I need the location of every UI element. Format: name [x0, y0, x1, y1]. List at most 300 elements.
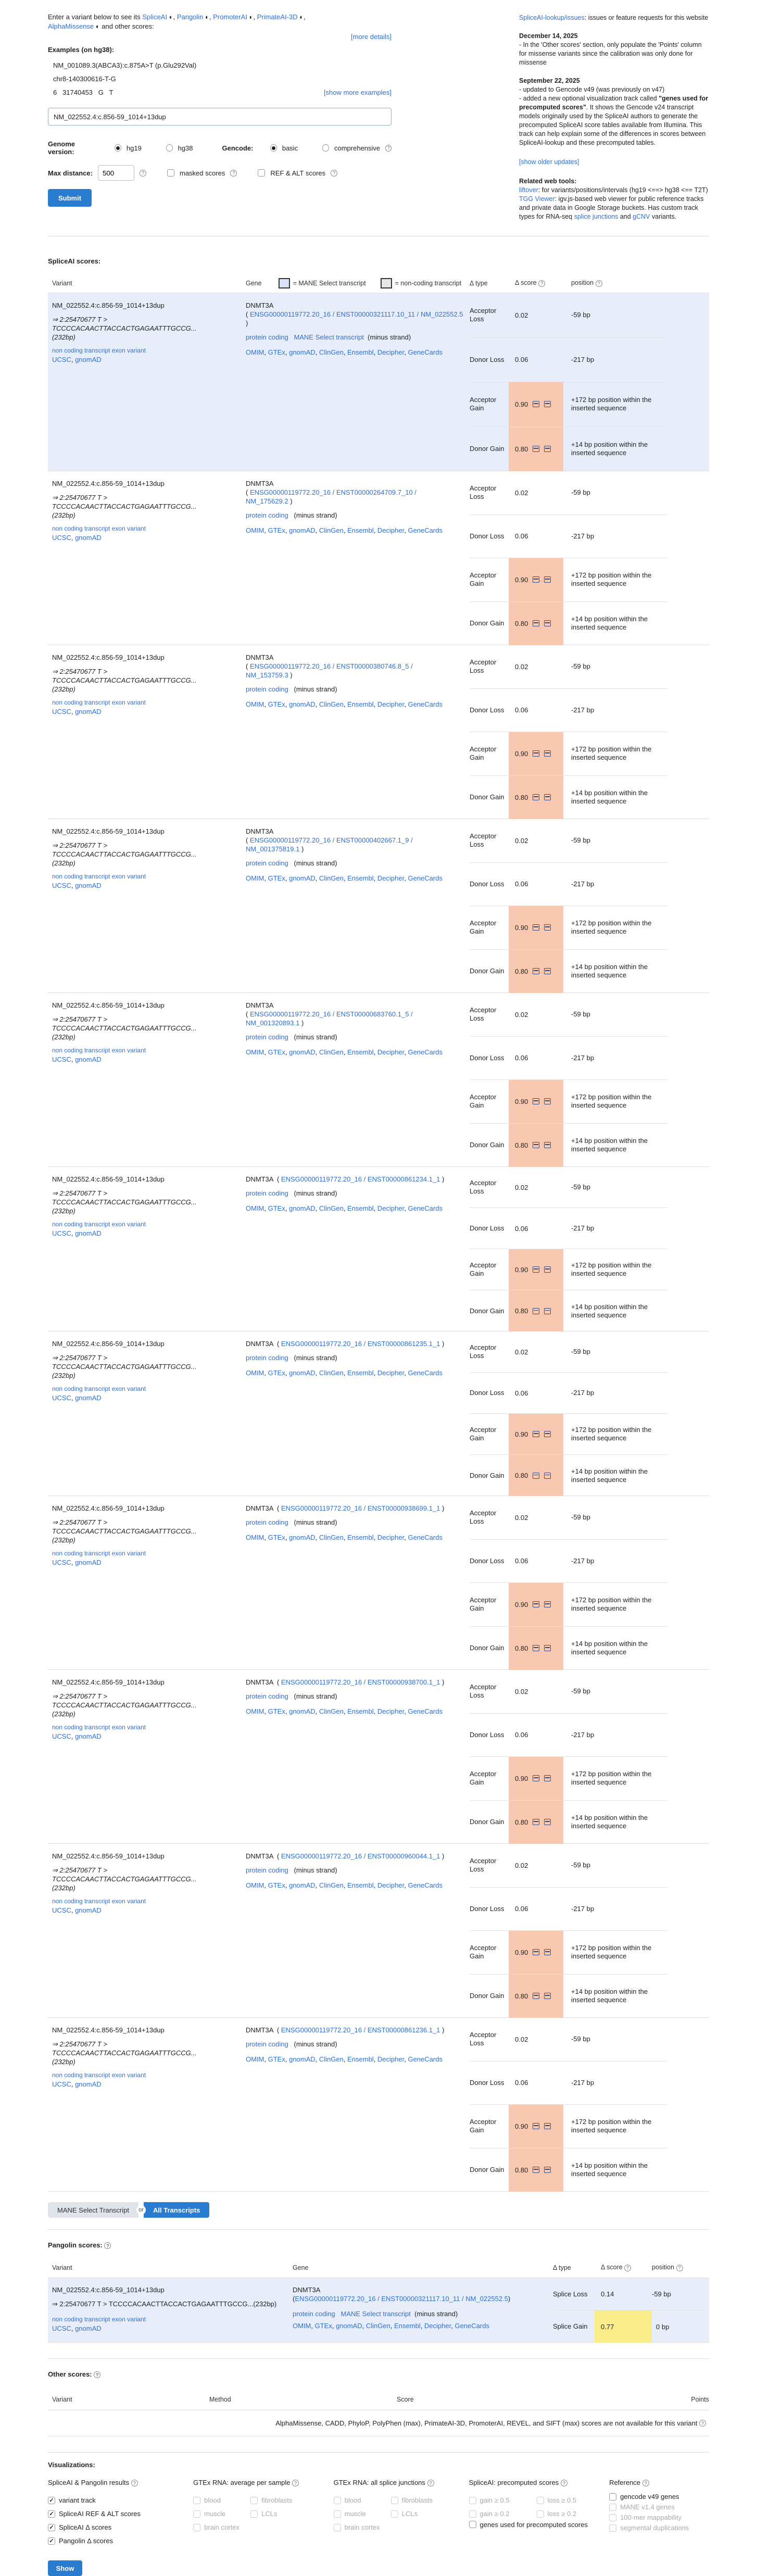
biotype-link[interactable]: protein coding [246, 333, 288, 341]
help-icon[interactable]: ? [624, 2265, 631, 2271]
transcript-link[interactable]: ENSG00000119772.20_16 / ENST00000938699.1_1 [281, 1504, 440, 1512]
gene-link-ensembl[interactable]: Ensembl [347, 1204, 374, 1212]
table-icon[interactable] [533, 1142, 539, 1148]
table-icon[interactable] [533, 924, 539, 931]
gene-link-gtex[interactable]: GTEx [268, 874, 285, 882]
gene-link-decipher[interactable]: Decipher [377, 526, 405, 534]
checkbox[interactable] [193, 2524, 200, 2531]
gene-link-omim[interactable]: OMIM [246, 1048, 264, 1056]
biotype-link[interactable]: protein coding [246, 1866, 288, 1874]
help-icon[interactable]: ? [676, 2265, 683, 2271]
issues-link[interactable]: SpliceAI-lookup/issues [519, 14, 585, 21]
table-icon[interactable] [533, 2123, 539, 2129]
consequence-link[interactable]: non coding transcript exon variant [52, 1221, 146, 1228]
gene-link-gnomad[interactable]: gnomAD [289, 2055, 316, 2063]
vis-option[interactable]: fibroblasts [391, 2494, 433, 2507]
gene-link-omim[interactable]: OMIM [246, 874, 264, 882]
variant-input[interactable] [48, 108, 392, 125]
variant-name: NM_022552.4:c.856-59_1014+13dup [52, 1340, 165, 1348]
comprehensive-radio[interactable] [322, 144, 329, 152]
help-icon[interactable]: ? [131, 2480, 138, 2486]
pangolin-link[interactable]: Pangolin [176, 13, 204, 21]
gnomad-link[interactable]: gnomAD [75, 1394, 102, 1402]
gene-link-omim[interactable]: OMIM [246, 1881, 264, 1889]
vis-option[interactable]: gencode v49 genes [609, 2492, 709, 2502]
gene-link-decipher[interactable]: Decipher [377, 874, 405, 882]
ucsc-link[interactable]: UCSC [52, 1559, 71, 1566]
checkbox[interactable] [334, 2524, 341, 2531]
gene-link-genecards[interactable]: GeneCards [408, 2055, 443, 2063]
spliceai-link[interactable]: SpliceAI [142, 13, 168, 21]
gene-link-gnomad[interactable]: gnomAD [289, 1204, 316, 1212]
gene-link-omim[interactable]: OMIM [246, 1534, 264, 1541]
vis-option[interactable]: segmental duplications [609, 2523, 709, 2533]
delta-score: 0.90 [509, 2105, 563, 2148]
biotype-link[interactable]: protein coding [246, 1518, 288, 1526]
gene-link-omim[interactable]: OMIM [246, 348, 264, 356]
table-icon[interactable] [544, 968, 551, 974]
delta-score: 0.80 [509, 776, 563, 820]
biotype-link[interactable]: protein coding [246, 1354, 288, 1362]
table-icon[interactable] [544, 620, 551, 626]
consequence-link[interactable]: non coding transcript exon variant [52, 873, 146, 880]
gene-link-clingen[interactable]: ClinGen [319, 348, 344, 356]
gene-link-clingen[interactable]: ClinGen [319, 1534, 344, 1541]
gene-link-gnomad[interactable]: gnomAD [289, 1048, 316, 1056]
score-row: Donor Loss 0.06 -217 bp [470, 1373, 667, 1414]
transcript-link[interactable]: ENSG00000119772.20_16 / ENST00000321117.10_11 / NM_022552.5 [249, 310, 463, 318]
table-icon[interactable] [533, 2167, 539, 2173]
help-icon[interactable]: ? [561, 2480, 567, 2486]
delta-score: 0.02 [515, 488, 528, 497]
gene-link-decipher[interactable]: Decipher [377, 1534, 405, 1541]
liftover-link[interactable]: liftover [519, 186, 538, 194]
biotype-link[interactable]: protein coding [246, 511, 288, 519]
gene-link-clingen[interactable]: ClinGen [319, 1204, 344, 1212]
gene-link-gnomad[interactable]: gnomAD [289, 526, 316, 534]
delta-score: 0.06 [515, 2079, 528, 2087]
splice-junctions-link[interactable]: splice junctions [574, 213, 619, 220]
gene-link-genecards[interactable]: GeneCards [408, 1369, 443, 1377]
max-distance-input[interactable] [98, 165, 134, 181]
example-item[interactable]: NM_001089.3(ABCA3):c.875A>T (p.Glu292Val) [53, 61, 197, 69]
ucsc-link[interactable]: UCSC [52, 1906, 71, 1914]
example-item[interactable]: chr8-140300616-T-G [53, 75, 116, 83]
gene-link-decipher[interactable]: Decipher [377, 1048, 405, 1056]
mane-badge[interactable]: MANE Select transcript [340, 2310, 411, 2318]
vis-option[interactable]: ✓ variant track [48, 2494, 183, 2507]
help-icon[interactable]: ? [538, 280, 545, 287]
gene-link-omim[interactable]: OMIM [293, 2322, 311, 2330]
gene-link-gtex[interactable]: GTEx [268, 1204, 285, 1212]
table-icon[interactable] [544, 1431, 551, 1437]
gnomad-link[interactable]: gnomAD [75, 708, 102, 715]
gene-link-ensembl[interactable]: Ensembl [347, 1369, 374, 1377]
gnomad-link[interactable]: gnomAD [75, 534, 102, 542]
table-icon[interactable] [544, 1142, 551, 1148]
gene-link-genecards[interactable]: GeneCards [455, 2322, 489, 2330]
table-icon[interactable] [533, 446, 539, 452]
consequence-link[interactable]: non coding transcript exon variant [52, 525, 146, 532]
gene-link-gnomad[interactable]: gnomAD [289, 348, 316, 356]
gnomad-link[interactable]: gnomAD [75, 1055, 102, 1063]
vis-option[interactable]: muscle [193, 2507, 250, 2521]
biotype-link[interactable]: protein coding [246, 859, 288, 867]
checkbox[interactable] [537, 2497, 544, 2504]
gene-link-gtex[interactable]: GTEx [268, 1707, 285, 1715]
vis-option[interactable]: ✓ SpliceAI REF & ALT scores [48, 2507, 183, 2521]
help-icon[interactable]: ? [427, 2480, 434, 2486]
basic-radio[interactable] [270, 144, 277, 152]
table-icon[interactable] [533, 1775, 539, 1781]
consequence-link[interactable]: non coding transcript exon variant [52, 699, 146, 706]
gene-link-gnomad[interactable]: gnomAD [289, 1369, 316, 1377]
table-icon[interactable] [533, 576, 539, 583]
gene-link-genecards[interactable]: GeneCards [408, 526, 443, 534]
gnomad-link[interactable]: gnomAD [75, 356, 102, 363]
consequence-link[interactable]: non coding transcript exon variant [52, 1898, 146, 1905]
gene-link-clingen[interactable]: ClinGen [319, 700, 344, 708]
ref-alt-checkbox[interactable] [258, 169, 265, 177]
table-icon[interactable] [544, 576, 551, 583]
gene-link-genecards[interactable]: GeneCards [408, 1048, 443, 1056]
ucsc-link[interactable]: UCSC [52, 2324, 71, 2333]
gene-link-decipher[interactable]: Decipher [377, 1881, 405, 1889]
noncoding-legend-swatch [381, 278, 392, 288]
transcript-link[interactable]: ENSG00000119772.20_16 / ENST00000938700.1_1 [281, 1678, 440, 1686]
gnomad-link[interactable]: gnomAD [75, 1559, 102, 1566]
vis-option[interactable]: loss ≥ 0.2 [537, 2507, 577, 2521]
vis-option[interactable]: blood [193, 2494, 250, 2507]
gene-link-omim[interactable]: OMIM [246, 1204, 264, 1212]
gene-link-clingen[interactable]: ClinGen [319, 874, 344, 882]
consequence-link[interactable]: non coding transcript exon variant [52, 2316, 146, 2323]
promoterai-link[interactable]: PromoterAI [213, 13, 247, 21]
checkbox[interactable] [609, 2493, 616, 2500]
gene-link-genecards[interactable]: GeneCards [408, 1534, 443, 1541]
ucsc-link[interactable]: UCSC [52, 1394, 71, 1402]
gene-link-decipher[interactable]: Decipher [377, 1707, 405, 1715]
news-text: - updated to Gencode v49 (was previously on v47) - added a new optional visualization track called "genes used for precomputed scores". It shows the Gencode v24 transcript models originally used by the SpliceAI authors to generate the precomputed SpliceAI score tables available from Illumina. This track can help explain some of the differences in scores between SpliceAI-lookup and these precomputed tables. [519, 86, 709, 146]
table-icon[interactable] [533, 1431, 539, 1437]
table-icon[interactable] [533, 750, 539, 757]
gene-link-genecards[interactable]: GeneCards [408, 874, 443, 882]
table-icon[interactable] [533, 1308, 539, 1314]
gene-link-omim[interactable]: OMIM [246, 700, 264, 708]
help-icon[interactable]: ? [642, 2480, 649, 2486]
ucsc-link[interactable]: UCSC [52, 882, 71, 889]
transcript-link[interactable]: ENSG00000119772.20_16 / ENST00000861236.1_1 [281, 2026, 440, 2034]
show-button[interactable]: Show [48, 2560, 82, 2576]
gene-link-decipher[interactable]: Decipher [377, 1204, 405, 1212]
ucsc-link[interactable]: UCSC [52, 1732, 71, 1740]
table-icon[interactable] [544, 401, 551, 407]
consequence-link[interactable]: non coding transcript exon variant [52, 2071, 146, 2079]
show-older-updates-link[interactable]: [show older updates] [519, 158, 579, 166]
help-icon[interactable]: ? [292, 2480, 299, 2486]
hg19-radio[interactable] [115, 144, 121, 152]
vis-option[interactable]: brain cortex [334, 2521, 391, 2534]
gene-link-gtex[interactable]: GTEx [268, 1881, 285, 1889]
example-item[interactable]: 6 31740453 G T [53, 89, 113, 96]
gene-link-genecards[interactable]: GeneCards [408, 348, 443, 356]
gene-link-decipher[interactable]: Decipher [377, 348, 405, 356]
gene-link-gnomad[interactable]: gnomAD [289, 700, 316, 708]
table-icon[interactable] [533, 968, 539, 974]
transcript-link[interactable]: ENSG00000119772.20_16 / ENST00000402667.1_9 / NM_001375819.1 [246, 836, 413, 853]
gene-link-ensembl[interactable]: Ensembl [394, 2322, 421, 2330]
gene-link-clingen[interactable]: ClinGen [319, 2055, 344, 2063]
gene-link-gtex[interactable]: GTEx [268, 1534, 285, 1541]
ucsc-link[interactable]: UCSC [52, 356, 71, 363]
pangolin-row: NM_022552.4:c.856-59_1014+13dup ⇒ 2:25470677 T > TCCCCACAACTTACCACTGAGAATTTGCCG...(232bp) non coding transcript exon variant UCSC, gnomAD DNMT3A (ENSG00000119772.20_16 / ENST00000321117.10_11 / NM_022552.5) protein coding MANE Select transcript (minus strand) OMIM, GTEx, gnomAD, ClinGen, Ensembl, Decipher, GeneCards Splice Loss 0.14 -59 bp Splice Gain 0.77 0 bp [48, 2278, 709, 2343]
table-icon[interactable] [533, 1601, 539, 1607]
vis-option[interactable]: 100-mer mappability [609, 2512, 709, 2523]
genes-precomputed-checkbox[interactable] [469, 2521, 476, 2528]
table-icon[interactable] [544, 1775, 551, 1781]
gene-link-ensembl[interactable]: Ensembl [347, 1881, 374, 1889]
score-row: Donor Loss 0.06 -217 bp [470, 515, 667, 559]
vis-option[interactable]: gain ≥ 0.2 [469, 2507, 537, 2521]
gene-link-gnomad[interactable]: gnomAD [289, 1707, 316, 1715]
table-icon[interactable] [544, 1601, 551, 1607]
gene-link-ensembl[interactable]: Ensembl [347, 2055, 374, 2063]
gene-link-clingen[interactable]: ClinGen [319, 1048, 344, 1056]
all-transcripts-toggle[interactable]: All Transcripts [144, 2202, 209, 2218]
vis-option[interactable]: muscle [334, 2507, 391, 2521]
table-icon[interactable] [544, 794, 551, 800]
checkbox[interactable] [609, 2504, 616, 2511]
transcript-link[interactable]: ENSG00000119772.20_16 / ENST00000861234.1_1 [281, 1175, 440, 1183]
vis-option[interactable]: loss ≥ 0.5 [537, 2494, 577, 2507]
mane-badge[interactable]: MANE Select transcript [294, 333, 364, 341]
biotype-link[interactable]: protein coding [246, 2040, 288, 2048]
submit-button[interactable]: Submit [48, 189, 92, 207]
help-icon[interactable]: ? [699, 2420, 706, 2427]
consequence-link[interactable]: non coding transcript exon variant [52, 1385, 146, 1392]
gene-link-ensembl[interactable]: Ensembl [347, 526, 374, 534]
gene-link-decipher[interactable]: Decipher [377, 2055, 405, 2063]
help-icon[interactable]: ? [331, 170, 337, 177]
hg38-radio[interactable] [166, 144, 173, 152]
table-icon[interactable] [533, 1266, 539, 1273]
gene-link-omim[interactable]: OMIM [246, 1369, 264, 1377]
table-icon[interactable] [544, 750, 551, 757]
gnomad-link[interactable]: gnomAD [75, 2080, 102, 2088]
gene-link-gtex[interactable]: GTEx [268, 348, 285, 356]
biotype-link[interactable]: protein coding [246, 1189, 288, 1197]
vis-option[interactable]: ✓ Pangolin Δ scores [48, 2534, 183, 2548]
gene-link-clingen[interactable]: ClinGen [319, 1707, 344, 1715]
consequence-link[interactable]: non coding transcript exon variant [52, 1724, 146, 1731]
gnomad-link[interactable]: gnomAD [75, 1229, 102, 1237]
gene-link-gnomad[interactable]: gnomAD [336, 2322, 362, 2330]
more-details-link[interactable]: [more details] [350, 33, 392, 41]
biotype-link[interactable]: protein coding [246, 685, 288, 693]
gene-link-gtex[interactable]: GTEx [268, 700, 285, 708]
score-row: Acceptor Loss 0.02 -59 bp [470, 471, 667, 515]
transcript-link[interactable]: ENSG00000119772.20_16 / ENST00000683760.1_5 / NM_001320893.1 [246, 1010, 413, 1027]
gnomad-link[interactable]: gnomAD [75, 882, 102, 889]
checkbox[interactable] [250, 2497, 258, 2504]
transcript-link[interactable]: ENSG00000119772.20_16 / ENST00000960044.1_1 [281, 1852, 440, 1860]
table-icon[interactable] [533, 1645, 539, 1651]
table-icon[interactable] [533, 1949, 539, 1955]
consequence-link[interactable]: non coding transcript exon variant [52, 1047, 146, 1054]
tgg-viewer-link[interactable]: TGG Viewer [519, 195, 555, 203]
gene-link-ensembl[interactable]: Ensembl [347, 348, 374, 356]
gene-link-clingen[interactable]: ClinGen [319, 526, 344, 534]
alphamissense-link[interactable]: AlphaMissense [48, 22, 94, 30]
table-icon[interactable] [544, 1645, 551, 1651]
gene-link-decipher[interactable]: Decipher [424, 2322, 451, 2330]
table-icon[interactable] [533, 1098, 539, 1104]
vis-option[interactable]: gain ≥ 0.5 [469, 2494, 537, 2507]
gene-link-gnomad[interactable]: gnomAD [289, 1881, 316, 1889]
gene-link-clingen[interactable]: ClinGen [319, 1369, 344, 1377]
gene-link-gnomad[interactable]: gnomAD [289, 1534, 316, 1541]
gene-name: DNMT3A [246, 2026, 273, 2034]
table-icon[interactable] [544, 1308, 551, 1314]
vis-option[interactable]: MANE v1.4 genes [609, 2502, 709, 2512]
vis-option[interactable]: LCLs [250, 2507, 292, 2521]
gene-link-clingen[interactable]: ClinGen [365, 2322, 390, 2330]
vis-option[interactable]: ✓ SpliceAI Δ scores [48, 2521, 183, 2534]
gnomad-link[interactable]: gnomAD [75, 1732, 102, 1740]
gene-link-decipher[interactable]: Decipher [377, 1369, 405, 1377]
checkbox[interactable]: ✓ [48, 2510, 55, 2518]
gene-link-gnomad[interactable]: gnomAD [289, 874, 316, 882]
help-icon[interactable]: ? [94, 2371, 100, 2378]
gene-link-gtex[interactable]: GTEx [268, 2055, 285, 2063]
gcnv-link[interactable]: gCNV [633, 213, 650, 220]
transcript-link[interactable]: ENSG00000119772.20_16 / ENST00000861235.1_1 [281, 1340, 440, 1348]
table-icon[interactable] [544, 446, 551, 452]
gene-link-omim[interactable]: OMIM [246, 2055, 264, 2063]
help-icon[interactable]: ? [596, 280, 602, 287]
gene-link-genecards[interactable]: GeneCards [408, 700, 443, 708]
show-more-examples-link[interactable]: [show more examples] [323, 89, 392, 96]
transcript-link[interactable]: ENSG00000119772.20_16 / ENST00000321117.10_11 / NM_022552.5 [295, 2295, 508, 2303]
table-icon[interactable] [533, 794, 539, 800]
vis-option[interactable]: blood [334, 2494, 391, 2507]
help-icon[interactable]: ? [140, 170, 146, 177]
score-row: Donor Gain 0.80 +14 bp position within the inserted sequence [470, 1975, 667, 2018]
table-icon[interactable] [544, 2167, 551, 2173]
ucsc-link[interactable]: UCSC [52, 534, 71, 542]
checkbox[interactable] [609, 2514, 616, 2521]
table-icon[interactable] [544, 2123, 551, 2129]
table-icon[interactable] [533, 1993, 539, 1999]
ucsc-link[interactable]: UCSC [52, 1229, 71, 1237]
gene-link-genecards[interactable]: GeneCards [408, 1881, 443, 1889]
table-icon[interactable] [533, 401, 539, 407]
ucsc-link[interactable]: UCSC [52, 1055, 71, 1063]
gene-link-ensembl[interactable]: Ensembl [347, 700, 374, 708]
gene-link-gtex[interactable]: GTEx [314, 2322, 332, 2330]
gene-link-decipher[interactable]: Decipher [377, 700, 405, 708]
table-icon[interactable] [544, 924, 551, 931]
checkbox[interactable] [334, 2510, 341, 2518]
biotype-link[interactable]: protein coding [246, 1692, 288, 1700]
gene-link-ensembl[interactable]: Ensembl [347, 1048, 374, 1056]
table-icon[interactable] [533, 620, 539, 626]
table-icon[interactable] [544, 1949, 551, 1955]
gene-link-genecards[interactable]: GeneCards [408, 1204, 443, 1212]
gene-link-ensembl[interactable]: Ensembl [347, 1534, 374, 1541]
gene-link-clingen[interactable]: ClinGen [319, 1881, 344, 1889]
checkbox[interactable] [391, 2497, 398, 2504]
checkbox[interactable] [250, 2510, 258, 2518]
vis-option[interactable]: brain cortex [193, 2521, 250, 2534]
help-icon[interactable]: ? [385, 145, 392, 152]
input-panel: Enter a variant below to see its SpliceAI ◐, Pangolin ◐, PromoterAI ◐, PrimateAI-3D ◐, AlphaMissense ◐ and other scores: [more details] Examples (on hg38): NM_001089.3(ABCA3):c.875A>T (p.Glu292Val) chr8-140300616-T-G 6 31740453 G T [show more examples] NM_022552.4:c.856-59_1014+13dup Genome version: hg19 hg38 Gencode: basic comprehensive ? Max distance: 500 ? masked scores ? REF & ALT scores ? Submit [48, 12, 392, 221]
vis-option[interactable]: LCLs [391, 2507, 433, 2521]
gene-link-genecards[interactable]: GeneCards [408, 1707, 443, 1715]
primateai-link[interactable]: PrimateAI-3D [257, 13, 298, 21]
table-icon[interactable] [533, 1819, 539, 1825]
checkbox[interactable]: ✓ [48, 2524, 55, 2531]
delta-score: 0.06 [515, 1389, 528, 1397]
checkbox[interactable] [193, 2510, 200, 2518]
table-icon[interactable] [533, 1473, 539, 1479]
consequence-link[interactable]: non coding transcript exon variant [52, 347, 146, 354]
gene-link-ensembl[interactable]: Ensembl [347, 1707, 374, 1715]
checkbox[interactable] [193, 2497, 200, 2504]
checkbox[interactable]: ✓ [48, 2497, 55, 2504]
spliceai-transcript-row: NM_022552.4:c.856-59_1014+13dup ⇒ 2:25470677 T > TCCCCACAACTTACCACTGAGAATTTGCCG...(232bp) non coding transcript exon variant UCSC, gnomAD DNMT3A ( ENSG00000119772.20_16 / ENST00000861236.1_1 ) protein coding (minus strand) OMIM, GTEx, gnomAD, ClinGen, Ensembl, Decipher, GeneCards Acceptor Loss 0.02 -59 bp Donor Loss 0.06 -217 bp Acceptor Gain 0.90 +172 bp position within the inserted sequence Donor Gain 0.80 +14 bp position within the inserted sequence [48, 2018, 709, 2192]
gene-link-gtex[interactable]: GTEx [268, 526, 285, 534]
help-icon[interactable]: ? [104, 2242, 111, 2249]
ucsc-link[interactable]: UCSC [52, 2080, 71, 2088]
checkbox[interactable] [469, 2497, 476, 2504]
help-icon[interactable]: ? [230, 170, 237, 177]
checkbox[interactable] [609, 2524, 616, 2532]
biotype-link[interactable]: protein coding [246, 1033, 288, 1041]
consequence-link[interactable]: non coding transcript exon variant [52, 1550, 146, 1557]
table-icon[interactable] [544, 1473, 551, 1479]
ucsc-link[interactable]: UCSC [52, 708, 71, 715]
gene-link-ensembl[interactable]: Ensembl [347, 874, 374, 882]
transcript-link[interactable]: ENSG00000119772.20_16 / ENST00000380746.8_5 / NM_153759.3 [246, 662, 413, 679]
mane-select-toggle[interactable]: MANE Select Transcript [48, 2202, 138, 2218]
delta-score: 0.06 [515, 706, 528, 714]
table-icon[interactable] [544, 1266, 551, 1273]
masked-scores-checkbox[interactable] [167, 169, 174, 177]
biotype-link[interactable]: protein coding [293, 2310, 335, 2318]
checkbox[interactable] [391, 2510, 398, 2518]
gene-link-gtex[interactable]: GTEx [268, 1369, 285, 1377]
table-icon[interactable] [544, 1098, 551, 1104]
gene-link-omim[interactable]: OMIM [246, 1707, 264, 1715]
table-icon[interactable] [544, 1993, 551, 1999]
transcript-link[interactable]: ENSG00000119772.20_16 / ENST00000264709.7_10 / NM_175629.2 [246, 488, 417, 505]
checkbox[interactable] [334, 2497, 341, 2504]
gnomad-link[interactable]: gnomAD [75, 1906, 102, 1914]
gene-link-omim[interactable]: OMIM [246, 526, 264, 534]
checkbox[interactable] [469, 2510, 476, 2518]
checkbox[interactable]: ✓ [48, 2537, 55, 2545]
gnomad-link[interactable]: gnomAD [75, 2324, 102, 2333]
gene-link-gtex[interactable]: GTEx [268, 1048, 285, 1056]
score-row: Donor Gain 0.80 +14 bp position within the inserted sequence [470, 776, 667, 820]
table-icon[interactable] [544, 1819, 551, 1825]
spliceai-transcript-row: NM_022552.4:c.856-59_1014+13dup ⇒ 2:25470677 T > TCCCCACAACTTACCACTGAGAATTTGCCG...(232bp) non coding transcript exon variant UCSC, gnomAD DNMT3A ( ENSG00000119772.20_16 / ENST00000683760.1_5 / NM_001320893.1 ) protein coding (minus strand) OMIM, GTEx, gnomAD, ClinGen, Ensembl, Decipher, GeneCards Acceptor Loss 0.02 -59 bp Donor Loss 0.06 -217 bp Acceptor Gain 0.90 +172 bp position within the inserted sequence Donor Gain 0.80 +14 bp position within the inserted sequence [48, 993, 709, 1167]
checkbox[interactable] [537, 2510, 544, 2518]
genome-label: Genome version: [48, 140, 75, 156]
gene-name: DNMT3A [246, 1001, 274, 1009]
vis-option[interactable]: fibroblasts [250, 2494, 292, 2507]
